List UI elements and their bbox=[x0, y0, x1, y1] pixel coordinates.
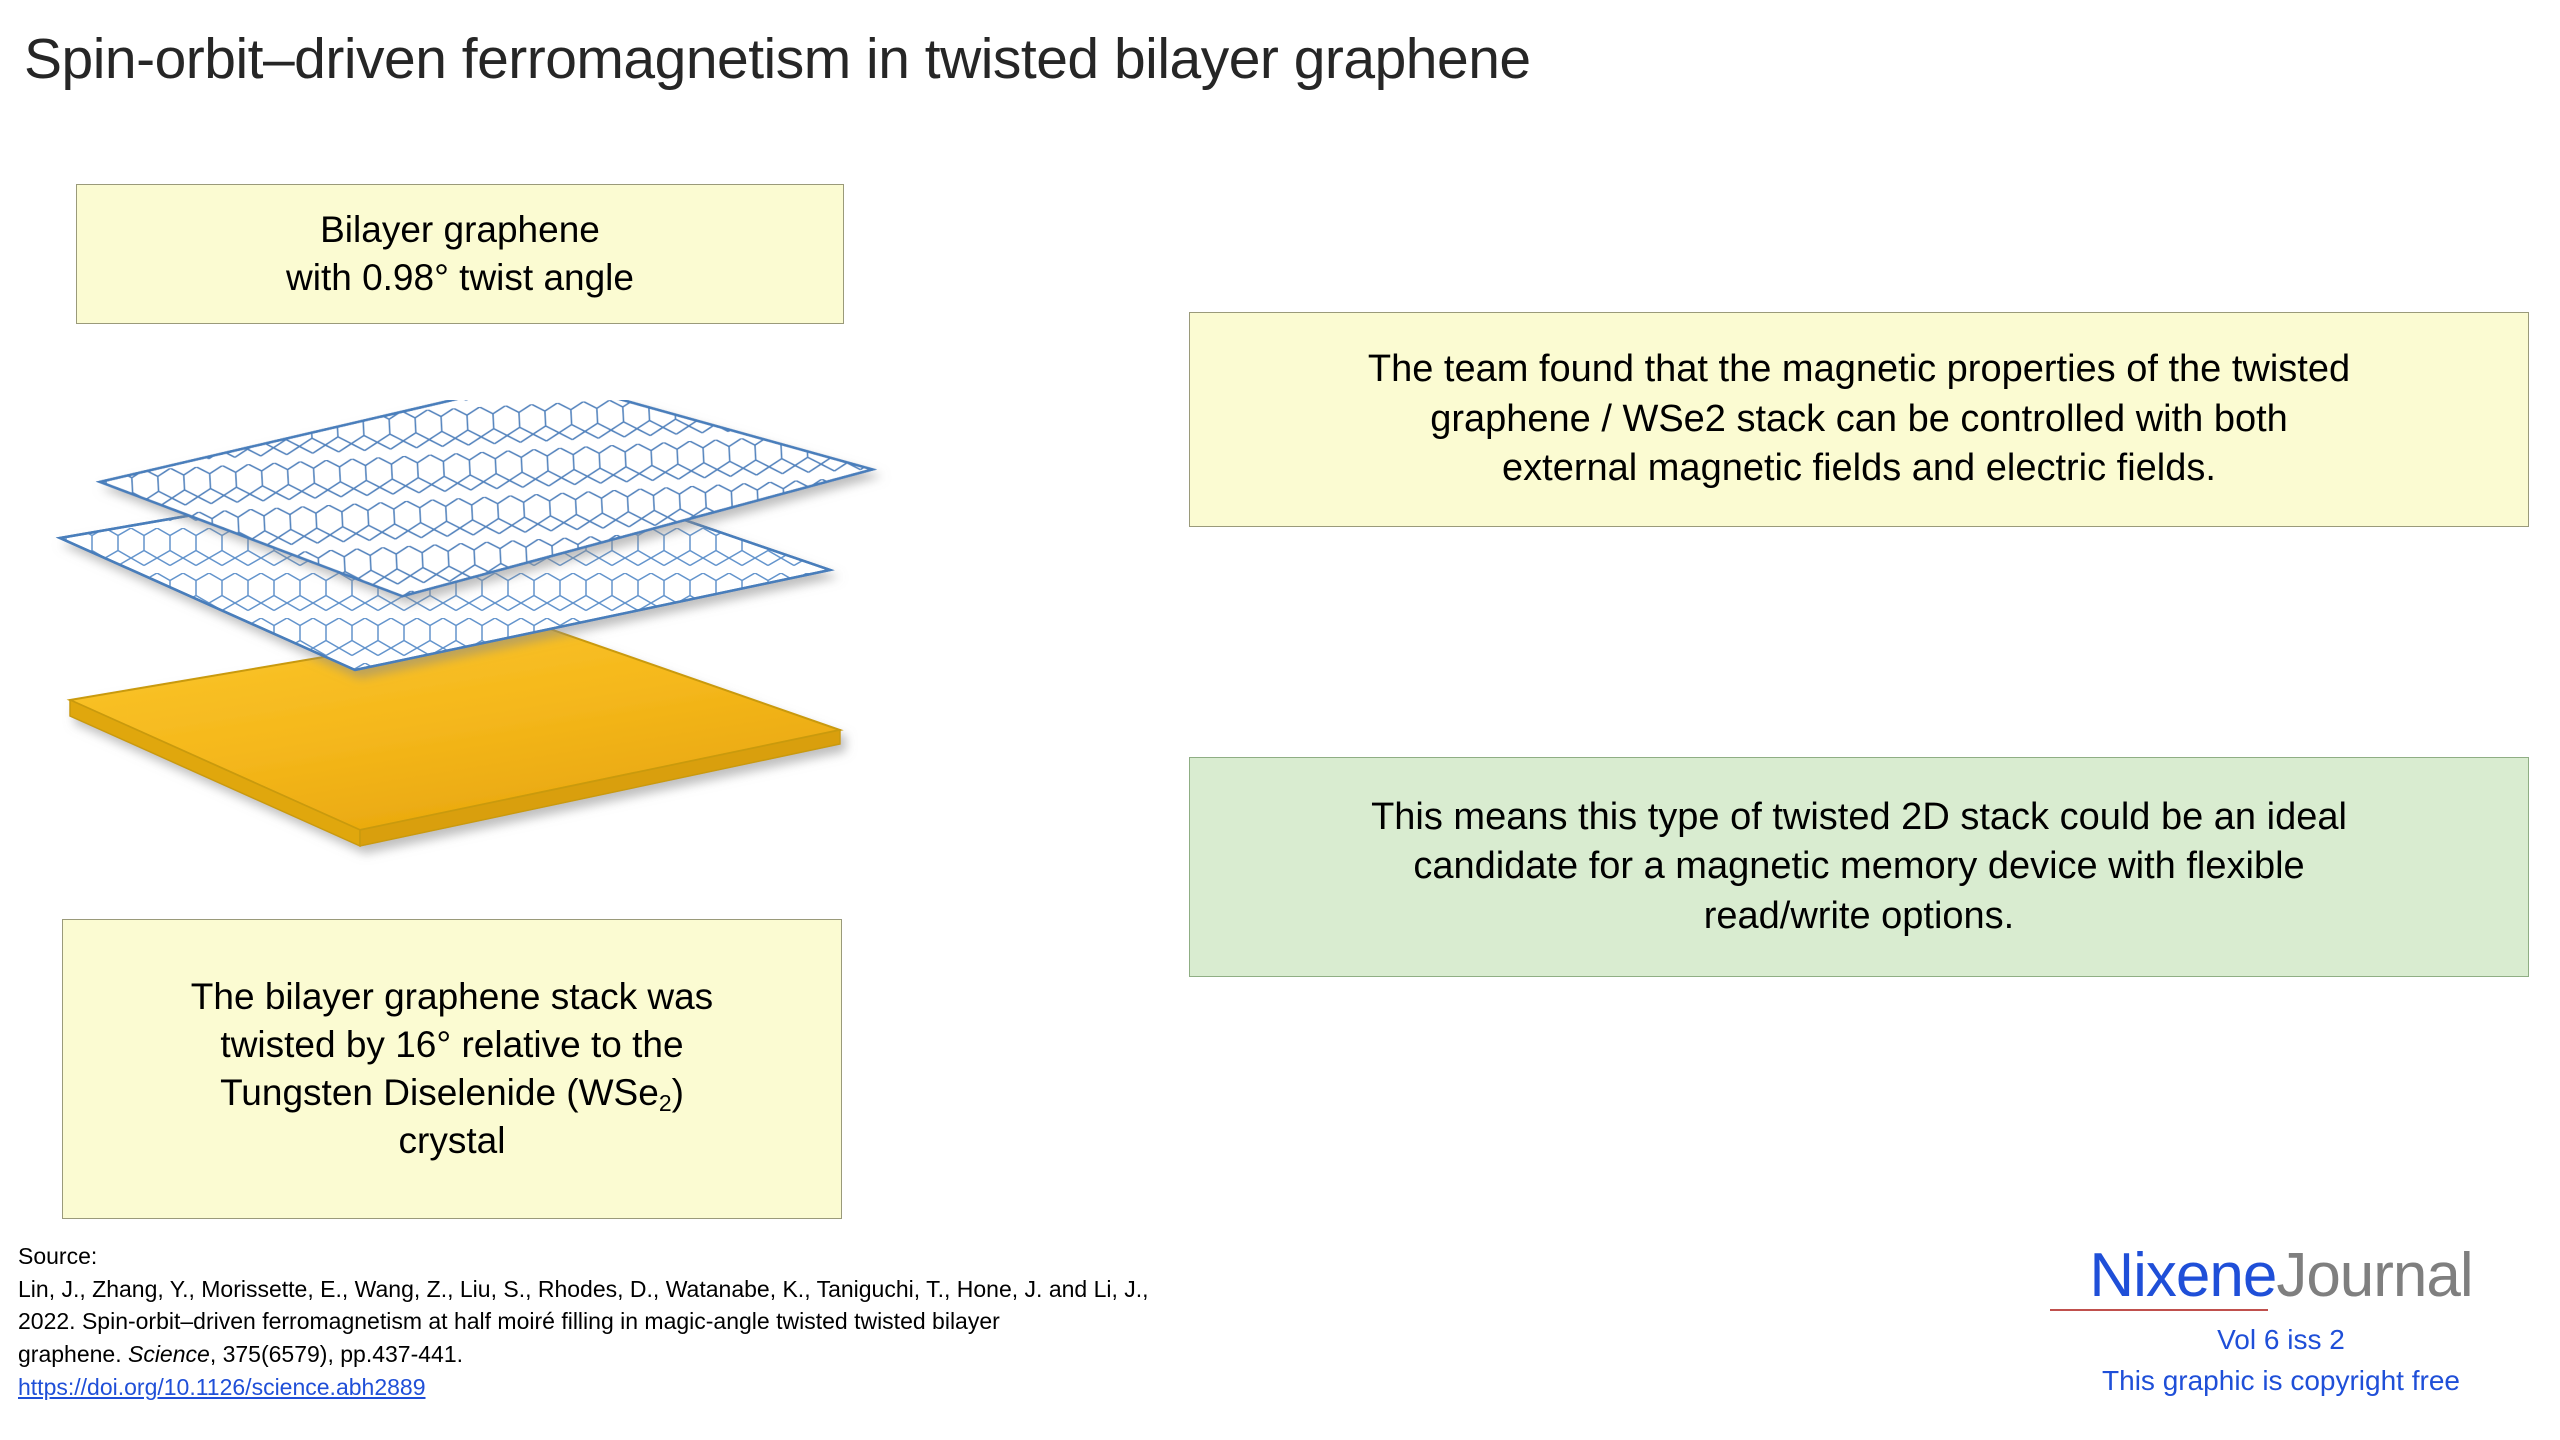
branding-block bbox=[2046, 1241, 2516, 1400]
callout-twist-line-1: The bilayer graphene stack was bbox=[190, 975, 714, 1017]
callout-team-findings bbox=[1189, 312, 2529, 527]
brand-name-nixene: Nixene bbox=[2089, 1241, 2277, 1310]
callout-team-line-1: The team found that the magnetic properties of the twisted bbox=[1367, 348, 2351, 391]
callout-magnetic-memory bbox=[1189, 757, 2529, 977]
stack-illustration bbox=[40, 400, 1040, 900]
callout-twist-line-4: crystal bbox=[398, 1120, 506, 1162]
brand-volume-issue: Vol 6 iss 2 bbox=[2217, 1324, 2345, 1355]
source-heading: Source: bbox=[18, 1243, 98, 1269]
source-line-2: 2022. Spin-orbit–driven ferromagnetism at half moiré filling in magic-angle twisted twisted bilayer bbox=[18, 1308, 1000, 1335]
source-journal-name: Science bbox=[127, 1340, 210, 1367]
callout-bilayer-line-2: with 0.98° twist angle bbox=[286, 257, 634, 298]
callout-memory-line-2: candidate for a magnetic memory device with flexible bbox=[1413, 845, 2305, 888]
callout-memory-line-3: read/write options. bbox=[1703, 894, 2015, 937]
callout-twist-line-3-post: ) bbox=[671, 1072, 684, 1113]
callout-twist-line-3-subscript: 2 bbox=[658, 1090, 672, 1117]
callout-memory-line-1: This means this type of twisted 2D stack could be an ideal bbox=[1371, 795, 2347, 838]
callout-team-line-2: graphene / WSe2 stack can be controlled with both bbox=[1430, 397, 2288, 440]
source-doi-link[interactable]: https://doi.org/10.1126/science.abh2889 bbox=[18, 1373, 426, 1400]
brand-name-journal: Journal bbox=[2276, 1241, 2473, 1310]
callout-twist-line-2: twisted by 16° relative to the bbox=[220, 1023, 684, 1065]
callout-team-line-3: external magnetic fields and electric fields. bbox=[1502, 447, 2216, 490]
callout-bilayer-line-1: Bilayer graphene bbox=[320, 208, 600, 250]
callout-twist-angle bbox=[62, 919, 842, 1219]
source-line-3-pre: graphene. bbox=[18, 1340, 128, 1367]
callout-twist-line-3 bbox=[77, 1069, 827, 1117]
source-line-3 bbox=[18, 1338, 1468, 1371]
source-line-1: Lin, J., Zhang, Y., Morissette, E., Wang, Z., Liu, S., Rhodes, D., Watanabe, K., Taniguchi, T., Hone, J. and Li, J., bbox=[18, 1275, 1149, 1302]
callout-bilayer-graphene bbox=[76, 184, 844, 324]
source-citation bbox=[18, 1240, 1468, 1403]
brand-copyright-note: This graphic is copyright free bbox=[2102, 1365, 2460, 1396]
wse2-crystal-slab-shape bbox=[70, 622, 840, 846]
source-line-3-post: , 375(6579), pp.437-441. bbox=[209, 1340, 464, 1367]
brand-wordmark bbox=[2046, 1241, 2516, 1310]
page-title: Spin-orbit–driven ferromagnetism in twisted bilayer graphene bbox=[24, 27, 1531, 91]
callout-twist-line-3-pre: Tungsten Diselenide (WSe bbox=[220, 1072, 659, 1113]
